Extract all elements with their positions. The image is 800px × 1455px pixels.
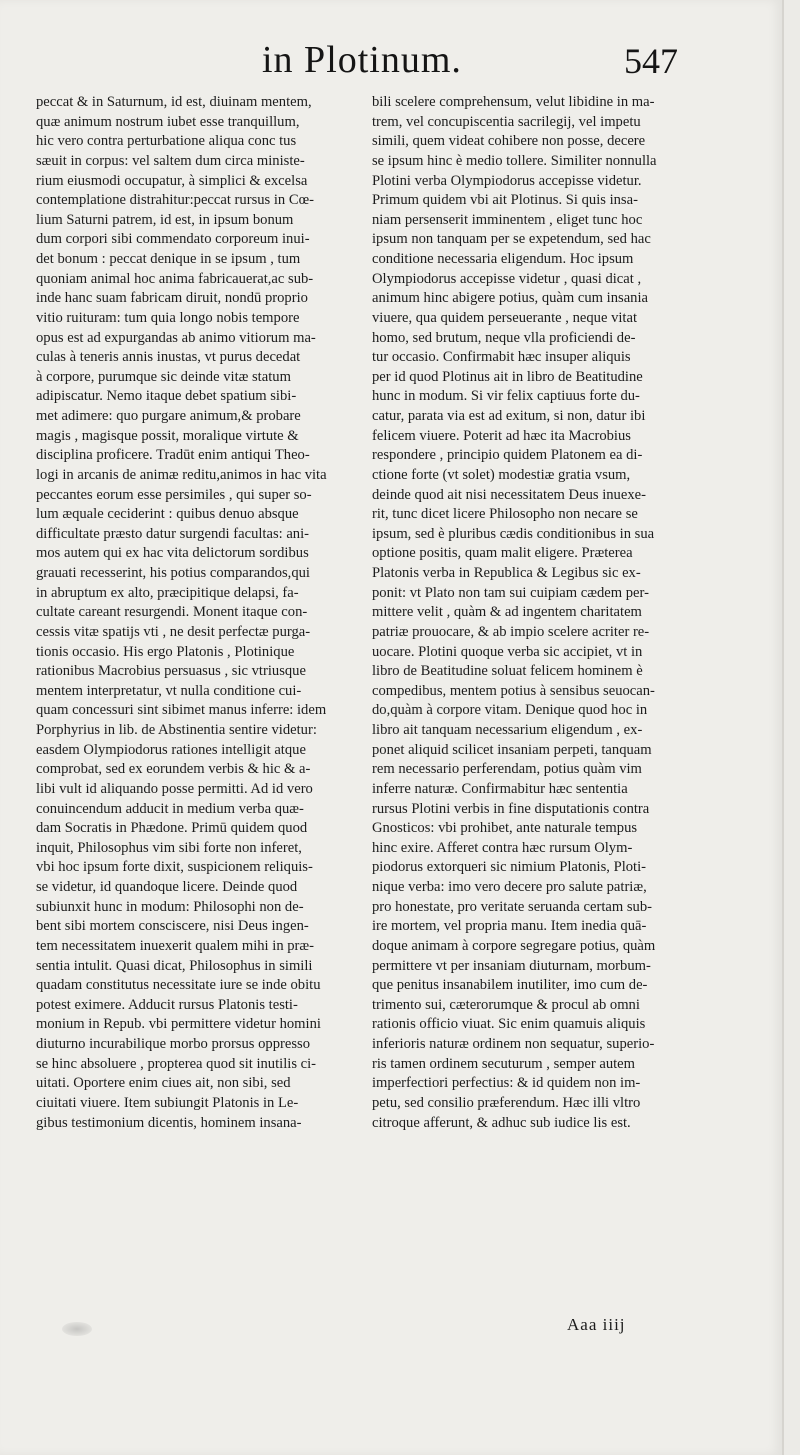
text-line: contemplatione distrahitur:peccat rursus in Cœ-: [36, 192, 315, 209]
left-text-column: [36, 93, 360, 1133]
text-line: patriæ prouocare, & ab impio scelere acriter re-: [372, 623, 650, 640]
text-line: conditione necessaria eligendum. Hoc ipsum: [372, 251, 634, 267]
text-line: difficultate præsto datur surgendi facultas: ani-: [36, 525, 310, 542]
text-line: sentia intulit. Quasi dicat, Philosophus in simili: [36, 957, 313, 974]
text-line: vbi hoc ipsum forte dixit, suspicionem reliquis-: [36, 859, 313, 876]
text-line: Primum quidem vbi ait Plotinus. Si quis insa-: [372, 192, 638, 209]
text-line: hic vero contra perturbatione aliqua conc tus: [36, 133, 297, 150]
text-line: conuincendum adducit in medium verba quæ-: [36, 800, 304, 817]
text-line: nique verba: imo vero decere pro salute patriæ,: [372, 879, 647, 895]
text-line: ipsum, sed è pluribus cædis conditionibus in sua: [372, 525, 655, 542]
text-line: Olympiodorus accepisse videtur , quasi dicat ,: [372, 270, 642, 287]
text-line: monium in Repub. vbi permittere videtur homini: [36, 1016, 321, 1033]
ink-smudge: [62, 1322, 92, 1336]
text-line: homo, sed brutum, neque vlla proficiendi de-: [372, 329, 636, 346]
text-line: ris tamen ordinem secuturum , semper autem: [372, 1055, 636, 1072]
text-line: inferre naturæ. Confirmabitur hæc sententia: [372, 780, 628, 797]
text-line: diuturno incurabilique morbo prorsus oppresso: [36, 1036, 310, 1052]
right-text-column: [372, 93, 704, 1133]
text-line: piodorus extorqueri sic nimium Platonis, Ploti-: [372, 859, 647, 876]
text-line: potest eximere. Adducit rursus Platonis testi-: [36, 996, 298, 1013]
text-line: Gnosticos: vbi prohibet, ante naturale tempus: [372, 820, 638, 837]
text-line: ponit: vt Plato non tam sui cuipiam cædem per-: [372, 584, 649, 601]
text-line: ponet aliquid scilicet insaniam perpeti, tanquam: [372, 741, 652, 758]
text-line: uitati. Oportere enim ciues ait, non sibi, sed: [36, 1075, 291, 1092]
text-line: subiunxit hunc in modum: Philosophi non de-: [36, 898, 304, 915]
text-line: catur, parata via est ad exitum, si non, datur ibi: [372, 408, 646, 424]
text-line: trimento sui, cæterorumque & procul ab omni: [372, 996, 640, 1013]
text-line: petu, sed consilio præferendum. Hæc illi vltro: [372, 1094, 641, 1111]
text-line: adipiscatur. Nemo itaque debet spatium sibi-: [36, 388, 297, 405]
text-line: doque animam à corpore segregare potius, quàm: [372, 937, 656, 954]
text-line: quoniam animal hoc anima fabricauerat,ac sub-: [36, 270, 314, 287]
text-line: tionis occasio. His ergo Platonis , Plotinique: [36, 643, 295, 660]
text-line: rit, tunc dicet licere Philosopho non necare se: [372, 506, 638, 523]
text-line: rium eiusmodi occupatur, à simplici & excelsa: [36, 172, 308, 189]
text-line: rationibus Macrobius persuasus , sic vtriusque: [36, 663, 306, 680]
text-line: libro de Beatitudine soluat felicem hominem è: [372, 663, 643, 680]
text-line: peccantes eorum esse persimiles , qui super so-: [36, 486, 312, 503]
text-line: viuere, qua quidem perseuerante , neque vitat: [372, 309, 638, 326]
text-line: rem necessario perferendam, potius quàm vim: [372, 761, 642, 778]
text-line: met adimere: quo purgare animum,& probare: [36, 408, 301, 424]
text-line: gibus testimonium dicentis, hominem insana-: [36, 1114, 302, 1131]
text-line: peccat & in Saturnum, id est, diuinam mentem,: [36, 94, 312, 110]
text-line: se ipsum hinc è medio tollere. Similiter nonnulla: [372, 152, 657, 169]
text-line: cessis vitæ spatijs vti , ne desit perfectæ purga-: [36, 623, 311, 640]
text-line: bent sibi mortem consciscere, nisi Deus ingen-: [36, 918, 309, 935]
text-line: libi vult id aliquando posse permitti. Ad id vero: [36, 780, 313, 797]
text-line: quam concessuri sint sibimet manus inferre: idem: [36, 702, 327, 719]
text-line: tur occasio. Confirmabit hæc insuper aliquis: [372, 349, 631, 366]
text-line: respondere , principio quidem Platonem ea di-: [372, 447, 643, 464]
text-line: mentem interpretatur, vt nulla conditione cui-: [36, 682, 302, 699]
text-line: optione positis, quam malit eligere. Præterea: [372, 545, 633, 562]
text-line: niam persenserit imminentem , eliget tunc hoc: [372, 211, 643, 228]
text-line: ciuitati viuere. Item subiungit Platonis in Le-: [36, 1094, 299, 1111]
text-line: Platonis verba in Republica & Legibus sic ex-: [372, 565, 641, 581]
running-head: in Plotinum.: [262, 39, 462, 81]
signature-mark: Aaa iiij: [567, 1315, 626, 1334]
text-line: ctione forte (vt solet) modestiæ gratia vsum,: [372, 466, 631, 483]
text-line: inquit, Philosophus vim sibi forte non inferet,: [36, 839, 302, 856]
text-line: cultate careant resurgendi. Monent itaque con-: [36, 604, 308, 621]
text-line: Plotini verba Olympiodorus accepisse videtur.: [372, 172, 642, 189]
text-line: rationis officio viuat. Sic enim quamuis aliquis: [372, 1016, 646, 1033]
text-line: imperfectiori perfectius: & id quidem non im-: [372, 1075, 641, 1092]
text-line: inferioris naturæ ordinem non sequatur, superio-: [372, 1036, 655, 1052]
text-line: sæuit in corpus: vel saltem dum circa ministe-: [36, 152, 305, 169]
text-line: magis , magisque possit, moralique virtute &: [36, 427, 299, 444]
text-line: culas à teneris annis inustas, vt purus decedat: [36, 349, 301, 366]
text-line: in abruptum ex alto, præcipitique delapsi, fa-: [36, 584, 299, 601]
text-line: grauati recesserint, his potius comparandos,qui: [36, 565, 310, 581]
text-line: animum hinc abigere potius, quàm cum insania: [372, 290, 648, 307]
text-line: se videtur, id quandoque licere. Deinde quod: [36, 879, 298, 895]
text-line: inde hanc suam fabricam diruit, nondū proprio: [36, 290, 308, 307]
text-line: disciplina proficere. Tradūt enim antiqui Theo-: [36, 447, 310, 464]
text-line: libro ait tanquam necessarium eligendum , ex-: [372, 722, 643, 738]
text-line: lum æquale ceciderint : quibus denuo absque: [36, 506, 299, 523]
text-line: hunc in modum. Si vir felix captiuus forte du-: [372, 388, 640, 405]
text-line: trem, vel concupiscentia sacrilegij, vel impetu: [372, 113, 641, 130]
text-line: quæ animum nostrum iubet esse tranquillum,: [36, 113, 300, 130]
text-line: quadam constitutus necessitate iure se inde obitu: [36, 977, 321, 994]
text-line: deinde quod ait nisi necessitatem Deus inuexe-: [372, 486, 646, 503]
text-line: tem necessitatem inuexerit qualem mihi in præ-: [36, 937, 315, 954]
text-line: hinc exire. Afferet contra hæc rursum Olym-: [372, 839, 633, 856]
text-line: det bonum : peccat denique in se ipsum , tum: [36, 251, 301, 267]
text-line: rursus Plotini verbis in fine disputationis contra: [372, 800, 650, 817]
text-line: easdem Olympiodorus rationes intelligit atque: [36, 741, 306, 758]
text-line: simili, quem videat cohibere non posse, decere: [372, 133, 646, 150]
text-line: permittere vt per insaniam diuturnam, morbum-: [372, 957, 651, 974]
text-line: bili scelere comprehensum, velut libidine in ma-: [372, 94, 655, 110]
text-line: dam Socratis in Phædone. Primū quidem quod: [36, 820, 308, 837]
text-line: à corpore, purumque sic deinde vitæ statum: [36, 368, 291, 385]
text-line: do,quàm à corpore vitam. Denique quod hoc in: [372, 702, 648, 719]
text-line: mittere velit , quàm & ad ingentem charitatem: [372, 604, 642, 621]
text-line: compedibus, mentem potius à sensibus seuocan-: [372, 682, 655, 699]
text-line: felicem viuere. Poterit ad hæc ita Macrobius: [372, 427, 631, 444]
text-line: lium Saturni patrem, id est, in ipsum bonum: [36, 211, 294, 228]
text-line: logi in arcanis de animæ reditu,animos in hac vita: [36, 466, 327, 483]
text-line: vitio ruituram: tum quia longo nobis tempore: [36, 309, 300, 326]
text-line: ipsum non tanquam per se expetendum, sed hac: [372, 231, 651, 248]
text-line: que penitus insanabilem inutiliter, imo cum de-: [372, 977, 648, 994]
text-line: citroque afferunt, & adhuc sub iudice lis est.: [372, 1114, 631, 1131]
text-line: dum corpori sibi commendato corporeum inui-: [36, 231, 310, 248]
text-line: ire mortem, vel propria manu. Item inedia quā-: [372, 918, 647, 935]
text-line: Porphyrius in lib. de Abstinentia sentire videtur:: [36, 722, 317, 738]
text-line: opus est ad expurgandas ab animo vitiorum ma-: [36, 329, 316, 346]
text-line: pro honestate, pro veritate seruanda certam sub-: [372, 898, 653, 915]
text-line: se hinc absoluere , propterea quod sit inutilis ci-: [36, 1055, 317, 1072]
text-line: uocare. Plotini quoque verba sic accipiet, vt in: [372, 643, 643, 660]
text-line: comprobat, sed ex eorundem verbis & hic & a-: [36, 761, 311, 778]
text-line: mos autem qui ex hac vita delictorum sordibus: [36, 545, 309, 562]
page-number: 547: [624, 41, 678, 81]
text-line: per id quod Plotinus ait in libro de Beatitudine: [372, 368, 643, 385]
